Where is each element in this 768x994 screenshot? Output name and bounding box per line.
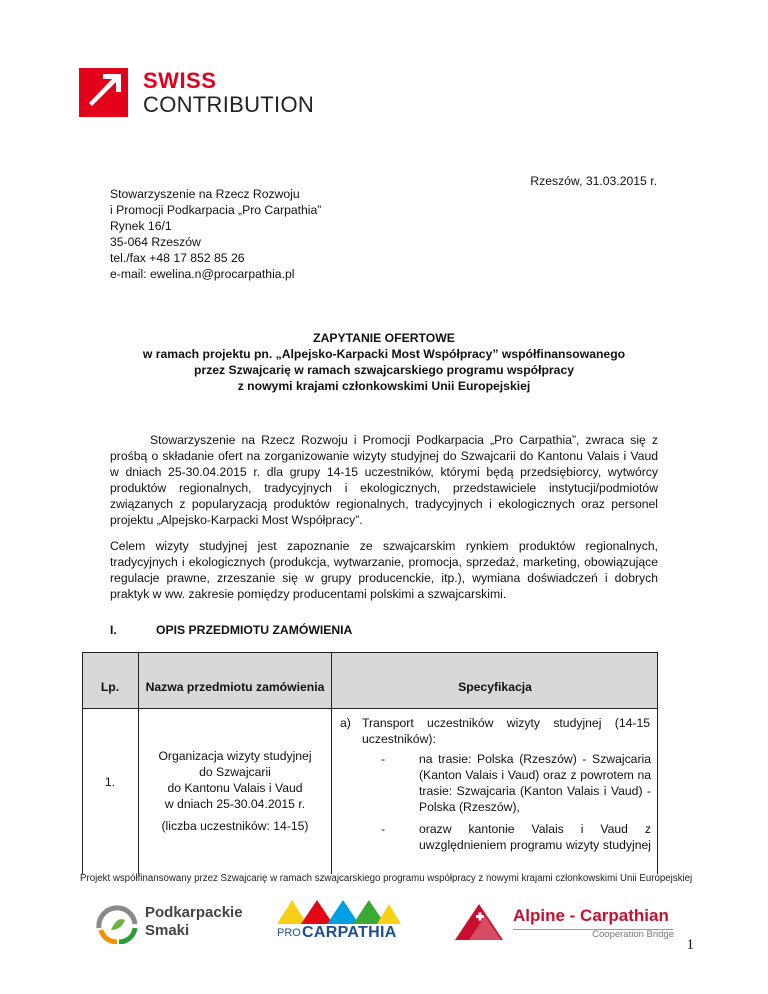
row-name-line: (liczba uczestników: 14-15): [161, 819, 309, 833]
header-lp: Lp.: [100, 680, 120, 694]
section-heading: [110, 622, 352, 638]
logo-contribution-text: CONTRIBUTION: [143, 92, 315, 117]
header-spec: Specyfikacja: [458, 680, 532, 694]
title-line: z nowymi krajami członkowskimi Unii Europejskiej: [237, 379, 531, 393]
intro-paragraph: [110, 432, 658, 528]
document-title: [110, 330, 658, 394]
bullet-dash: -: [381, 822, 386, 836]
header-name: Nazwa przedmiotu zamówienia: [145, 680, 325, 694]
logo3-sub: Cooperation Bridge: [592, 929, 674, 940]
row-name-line: do Szwajcarii: [199, 765, 271, 779]
row-lp: 1.: [104, 775, 116, 789]
page-number: 1: [686, 937, 694, 953]
logo2-prefix: PRO: [277, 927, 301, 939]
title-line: w ramach projektu pn. „Alpejsko-Karpacki Most Współpracy” współfinansowanego: [142, 347, 626, 361]
goal-paragraph: Celem wizyty studyjnej jest zapoznanie ze szwajcarskim rynkiem produktów regionalnych, tradycyjnych i ekologicznych (produkcja, wytwarzanie, promocja, sprzedaż, marketing, obowiązujące regulacje prawne, zrzeszanie się w grupy producenckie, itp.), wymiana doświadczeń i dobrych praktyk w ww. zakresie pomiędzy producentami polskimi a szwajcarskimi.: [110, 539, 658, 601]
row-name-line: Organizacja wizyty studyjnej: [158, 749, 312, 763]
logo1-line1: Podkarpackie: [145, 904, 243, 921]
section-title: OPIS PRZEDMIOTU ZAMÓWIENIA: [156, 623, 353, 637]
leaf-icon: [95, 900, 139, 944]
bullet-text: na trasie: Polska (Rzeszów) - Szwajcaria (Kanton Valais i Vaud) oraz z powrotem na trasie: Szwajcaria (Kanton Valais i Vaud) - Polska (Rzeszów),: [419, 752, 651, 814]
logo-swiss-text: SWISS: [143, 68, 217, 93]
title-line: ZAPYTANIE OFERTOWE: [313, 331, 455, 345]
pro-carpathia-logo: [275, 898, 405, 948]
row-name-line: do Kantonu Valais i Vaud: [167, 781, 303, 795]
order-table: [82, 652, 658, 874]
bullet-dash: -: [381, 752, 386, 766]
mountains-icon: [277, 898, 403, 924]
row-name-line: w dniach 25-30.04.2015 r.: [164, 797, 306, 811]
podkarpackie-smaki-logo: [95, 898, 243, 948]
spec-item-text: Transport uczestników wizyty studyjnej (14-15: [362, 716, 650, 730]
alpine-carpathian-logo: [455, 898, 680, 948]
spec-item-text-cont: uczestników):: [362, 732, 436, 746]
document-date: Rzeszów, 31.03.2015 r.: [530, 174, 657, 188]
address-line: Stowarzyszenie na Rzecz Rozwoju: [110, 187, 300, 201]
logo1-line2: Smaki: [145, 922, 190, 939]
address-line: e-mail: ewelina.n@procarpathia.pl: [110, 267, 295, 281]
intro-paragraph-text: Stowarzyszenie na Rzecz Rozwoju i Promocji Podkarpacia „Pro Carpathia”, zwraca się z prośbą o składanie ofert na zorganizowanie wizyty studyjnej do Szwajcarii do Kantonu Valais i Vaud w dniach 25-30.04.2015 r. dla grupy 14-15 uczestników, którymi będą przedsiębiorcy, wytwórcy produktów regionalnych, tradycyjnych i ekologicznych, przedstawiciele instytucji/podmiotów związanych z popularyzacją produktów regionalnych, tradycyjnych i ekologicznych oraz personel projektu „Alpejsko-Karpacki Most Współpracy”.: [110, 433, 658, 527]
footer-funding-text: Projekt współfinansowany przez Szwajcarię w ramach szwajcarskiego programu współpracy z nowymi krajami członkowskimi Unii Europejskiej: [80, 873, 693, 884]
sender-address: [110, 186, 321, 282]
spec-item-label: a): [340, 716, 351, 730]
title-line: przez Szwajcarię w ramach szwajcarskiego programu współpracy: [194, 363, 574, 377]
address-line: tel./fax +48 17 852 85 26: [110, 251, 245, 265]
section-number: I.: [110, 623, 117, 637]
arrow-icon: [79, 68, 128, 117]
logo2-main: CARPATHIA: [302, 924, 397, 941]
swiss-contribution-logo: [79, 68, 329, 118]
logo3-main: Alpine - Carpathian: [513, 906, 669, 925]
table-row-divider: [82, 708, 658, 709]
bullet-text: orazw kantonie Valais i Vaud z uwzględnieniem programu wizyty studyjnej: [419, 822, 651, 852]
address-line: i Promocji Podkarpacia „Pro Carpathia”: [110, 203, 322, 217]
address-line: Rynek 16/1: [110, 219, 172, 233]
address-line: 35-064 Rzeszów: [110, 235, 201, 249]
row-name: [142, 748, 328, 834]
mountain-cross-icon: [455, 900, 511, 940]
